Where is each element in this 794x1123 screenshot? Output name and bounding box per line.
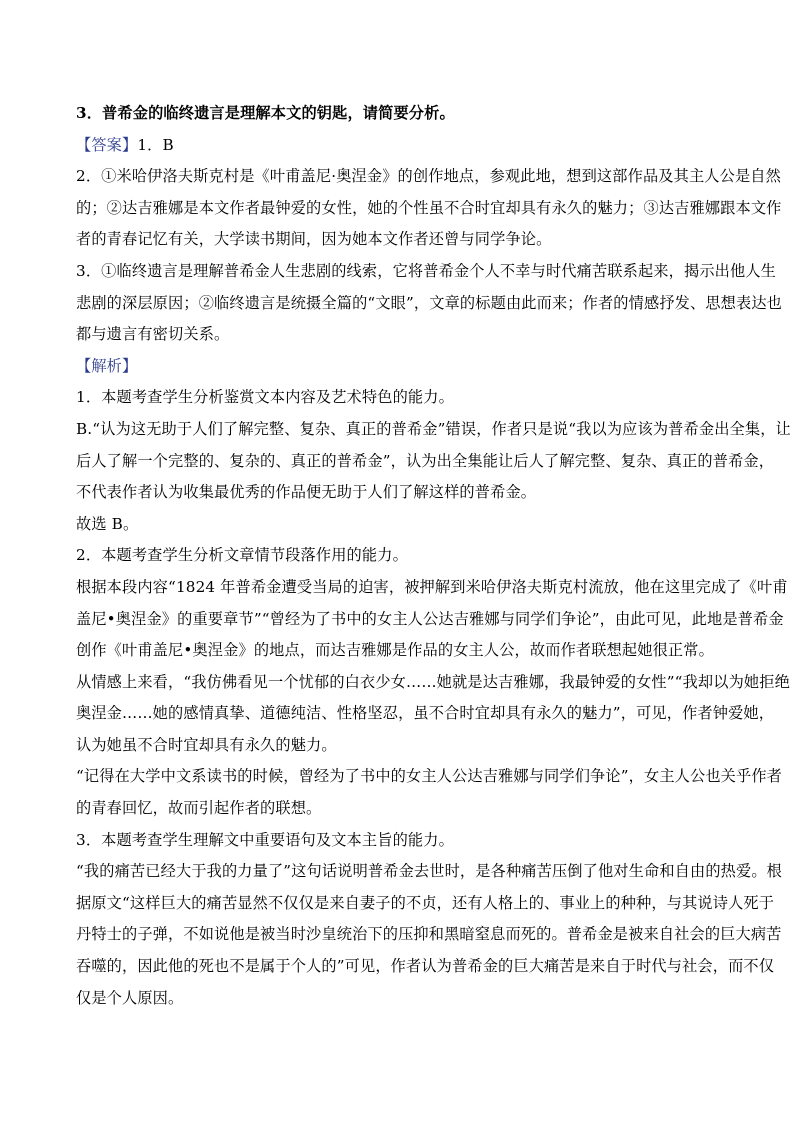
analysis-2-line: 的青春回忆，故而引起作者的联想。 <box>76 799 322 818</box>
analysis-2-line: 根据本段内容“1824 年普希金遭受当局的迫害，被押解到米哈伊洛夫斯克村流放，他在这里完成了《叶甫 <box>76 577 788 596</box>
answer-3-line: 悲剧的深层原因；②临终遗言是统摄全篇的“文眼”，文章的标题由此而来；作者的情感抒发、思想表达也 <box>76 293 783 312</box>
answer-2-line: 2．①米哈伊洛夫斯克村是《叶甫盖尼·奥涅金》的创作地点，参观此地，想到这部作品及其主人公是自然 <box>76 167 781 186</box>
answer-2-line: 的；②达吉雅娜是本文作者最钟爱的女性，她的个性虽不合时宜却具有永久的魅力；③达吉雅娜跟本文作 <box>76 198 782 217</box>
analysis-1-line: 1．本题考查学生分析鉴赏文本内容及艺术特色的能力。 <box>76 388 454 407</box>
analysis-2-line: 2．本题考查学生分析文章情节段落作用的能力。 <box>76 546 408 565</box>
analysis-1-line: B.“认为这无助于人们了解完整、复杂、真正的普希金”错误，作者只是说“我以为应该为普希金出全集，让 <box>76 419 791 438</box>
analysis-2-line: 从情感上来看，“我仿佛看见一个忧郁的白衣少女……她就是达吉雅娜，我最钟爱的女性”“我却以为她拒绝 <box>76 672 790 691</box>
answer-3-line: 3．①临终遗言是理解普希金人生悲剧的线索，它将普希金个人不幸与时代痛苦联系起来，揭示出他人生 <box>76 261 776 280</box>
answer-label: 【答案】 <box>76 135 138 154</box>
analysis-1-line: 后人了解一个完整的、复杂的、真正的普希金”，认为出全集能让后人了解完整、复杂、真正的普希金， <box>76 451 775 470</box>
answer-2-line: 者的青春记忆有关，大学读书期间，因为她本文作者还曾与同学争论。 <box>76 230 552 249</box>
analysis-3-line: 仅是个人原因。 <box>76 988 184 1007</box>
question-3: 3．普希金的临终遗言是理解本文的钥匙，请简要分析。 <box>76 104 455 122</box>
document-page <box>76 98 791 1014</box>
analysis-1-line: 故选 B。 <box>76 514 139 533</box>
analysis-2-line: 认为她虽不合时宜却具有永久的魅力。 <box>76 735 337 754</box>
analysis-2-line: 盖尼•奥涅金》的重要章节”“曾经为了书中的女主人公达吉雅娜与同学们争论”，由此可见，此地是普希金 <box>76 609 784 628</box>
analysis-2-line: “记得在大学中文系读书的时候，曾经为了书中的女主人公达吉雅娜与同学们争论”，女主人公也关乎作者 <box>76 767 783 786</box>
analysis-3-line: 3．本题考查学生理解文中重要语句及文本主旨的能力。 <box>76 830 454 849</box>
answer-1: 1．B <box>137 135 174 154</box>
analysis-3-line: 丹特士的子弹，不如说他是被当时沙皇统治下的压抑和黑暗窒息而死的。普希金是被来自社会的巨大病苦 <box>76 925 782 944</box>
answer-3-line: 都与遗言有密切关系。 <box>76 325 230 344</box>
analysis-3-line: 吞噬的，因此他的死也不是属于个人的”可见，作者认为普希金的巨大痛苦是来自于时代与社会，而不仅 <box>76 957 775 976</box>
analysis-2-line: 创作《叶甫盖尼•奥涅金》的地点，而达吉雅娜是作品的女主人公，故而作者联想起她很正常。 <box>76 641 714 660</box>
analysis-2-line: 奥涅金……她的感情真挚、道德纯洁、性格坚忍，虽不合时宜却具有永久的魅力”，可见，作者钟爱她， <box>76 704 775 723</box>
analysis-3-line: 据原文“这样巨大的痛苦显然不仅仅是来自妻子的不贞，还有人格上的、事业上的种种，与其说诗人死于 <box>76 893 775 912</box>
analysis-1-line: 不代表作者认为收集最优秀的作品便无助于人们了解这样的普希金。 <box>76 483 537 502</box>
answer-header <box>76 130 726 162</box>
analysis-label: 【解析】 <box>76 356 138 375</box>
analysis-3-line: “我的痛苦已经大于我的力量了”这句话说明普希金去世时，是各种痛苦压倒了他对生命和自由的热爱。根 <box>76 862 783 881</box>
